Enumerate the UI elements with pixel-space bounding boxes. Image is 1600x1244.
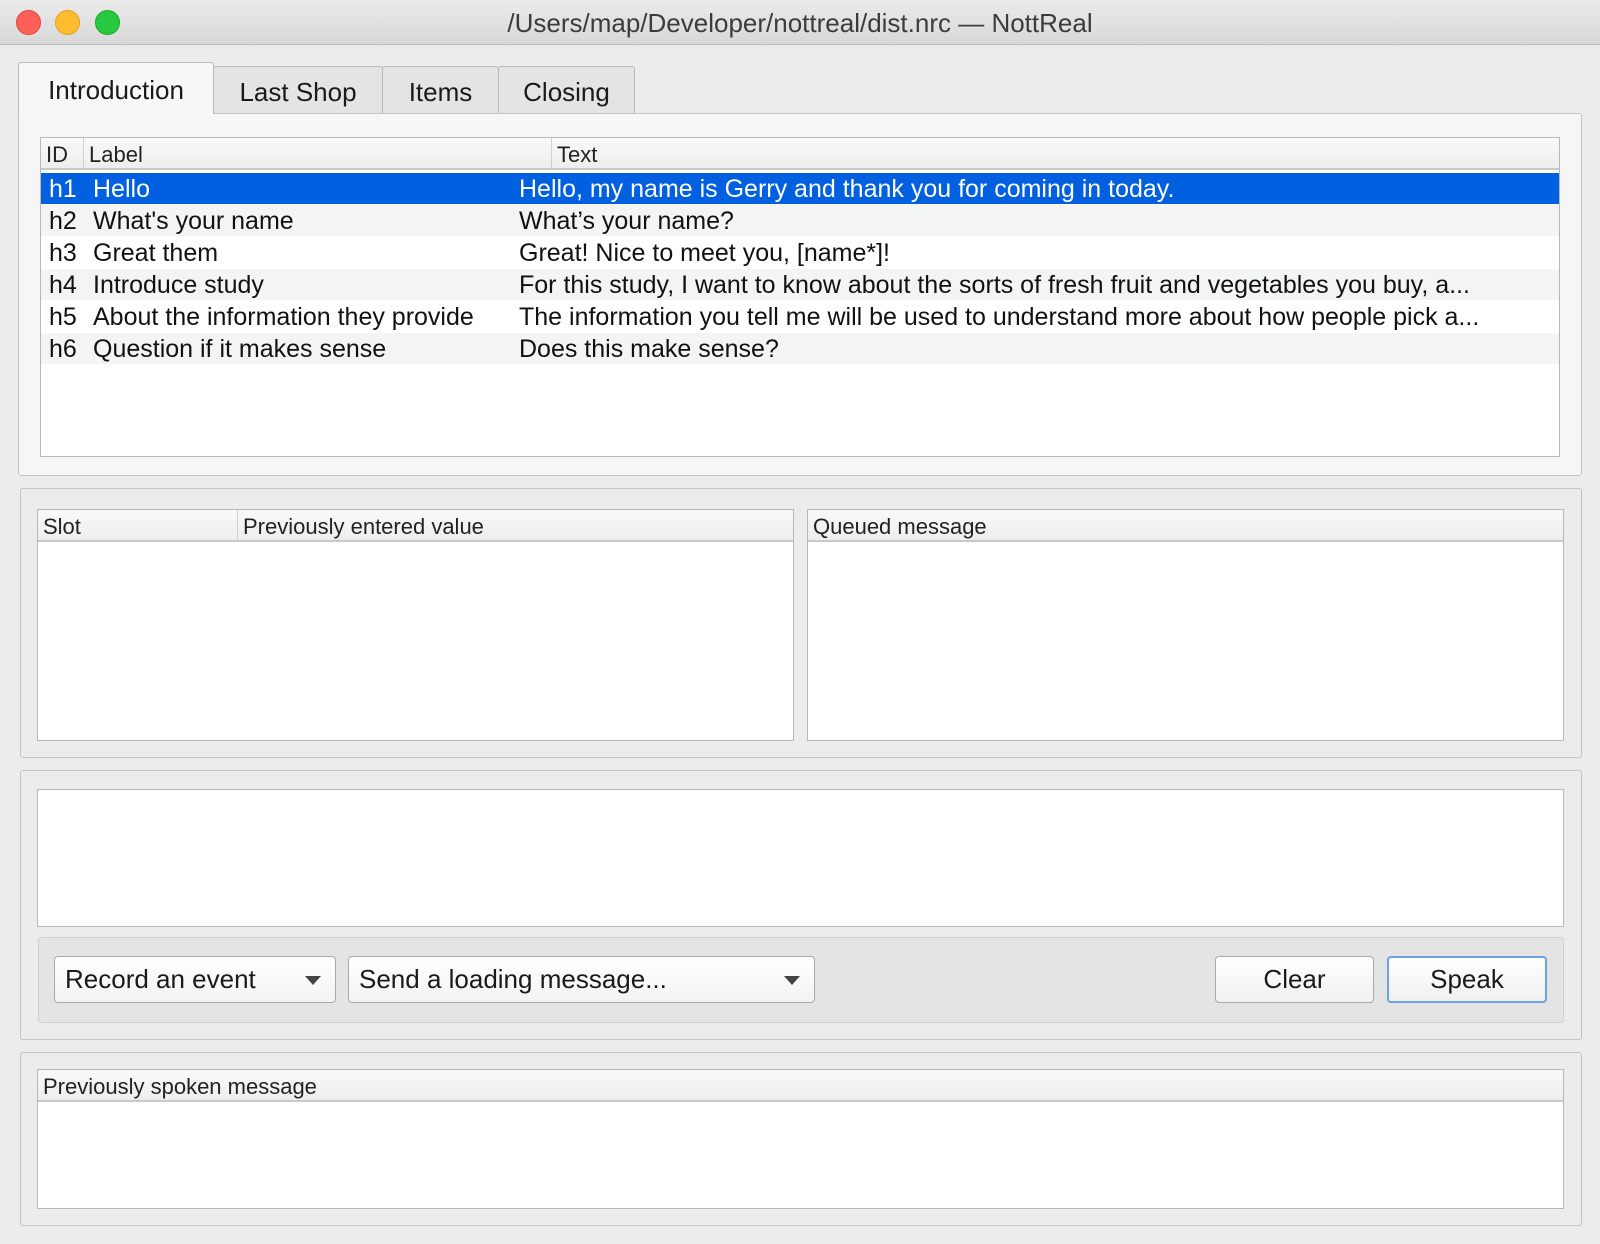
previous-panel [20, 1052, 1582, 1226]
table-header [41, 138, 1559, 170]
column-header-previous-value[interactable]: Previously entered value [243, 514, 484, 539]
messages-table[interactable] [40, 137, 1560, 457]
table-row[interactable] [41, 301, 1559, 332]
cell-id: h1 [49, 175, 77, 203]
table-header [38, 510, 793, 542]
speak-button[interactable]: Speak [1387, 956, 1547, 1003]
cell-label: Hello [93, 175, 150, 203]
record-event-select-value: Record an event [65, 964, 256, 994]
loading-message-select[interactable] [348, 956, 815, 1003]
table-row[interactable] [41, 205, 1559, 236]
column-header-queued-message[interactable]: Queued message [813, 514, 987, 539]
table-row[interactable] [41, 333, 1559, 364]
previous-messages-table[interactable] [37, 1069, 1564, 1209]
tab-panel [18, 113, 1582, 476]
cell-text: Does this make sense? [519, 335, 779, 363]
cell-id: h5 [49, 303, 77, 331]
chevron-down-icon [305, 976, 321, 985]
cell-id: h4 [49, 271, 77, 299]
cell-id: h2 [49, 207, 77, 235]
slots-table[interactable] [37, 509, 794, 741]
cell-text: For this study, I want to know about the sorts of fresh fruit and vegetables you buy, a... [519, 271, 1470, 299]
column-header-label[interactable]: Label [84, 138, 552, 168]
cell-text: Great! Nice to meet you, [name*]! [519, 239, 890, 267]
column-header-text[interactable]: Text [557, 142, 598, 167]
cell-label: Introduce study [93, 271, 264, 299]
slots-panel [20, 488, 1582, 758]
cell-text: What’s your name? [519, 207, 734, 235]
record-event-select[interactable] [54, 956, 336, 1003]
table-header [808, 510, 1563, 542]
column-header-previously-spoken[interactable]: Previously spoken message [43, 1074, 317, 1099]
window-title: /Users/map/Developer/nottreal/dist.nrc — NottReal [507, 8, 1093, 38]
cell-label: Great them [93, 239, 219, 267]
clear-button[interactable]: Clear [1215, 956, 1374, 1003]
table-row[interactable] [41, 237, 1559, 268]
cell-text: Hello, my name is Gerry and thank you for coming in today. [519, 175, 1175, 203]
message-input[interactable] [37, 789, 1564, 927]
queued-table[interactable] [807, 509, 1564, 741]
table-header [38, 1070, 1563, 1102]
cell-label: About the information they provide [93, 303, 474, 331]
tab-last-shop[interactable]: Last Shop [213, 66, 383, 113]
cell-id: h3 [49, 239, 77, 267]
loading-message-select-value: Send a loading message... [359, 964, 667, 994]
column-header-slot[interactable]: Slot [38, 510, 238, 540]
cell-label: Question if it makes sense [93, 335, 387, 363]
table-row[interactable] [41, 269, 1559, 300]
window-titlebar[interactable] [0, 0, 1600, 45]
cell-id: h6 [49, 335, 77, 363]
cell-text: The information you tell me will be used to understand more about how people pick a... [519, 303, 1480, 331]
tab-closing[interactable]: Closing [498, 66, 635, 113]
column-header-id[interactable]: ID [41, 138, 84, 168]
tab-items[interactable]: Items [382, 66, 499, 113]
table-row[interactable] [41, 173, 1559, 204]
cell-label: What's your name [93, 207, 294, 235]
chevron-down-icon [784, 976, 800, 985]
tab-introduction[interactable]: Introduction [18, 62, 214, 114]
